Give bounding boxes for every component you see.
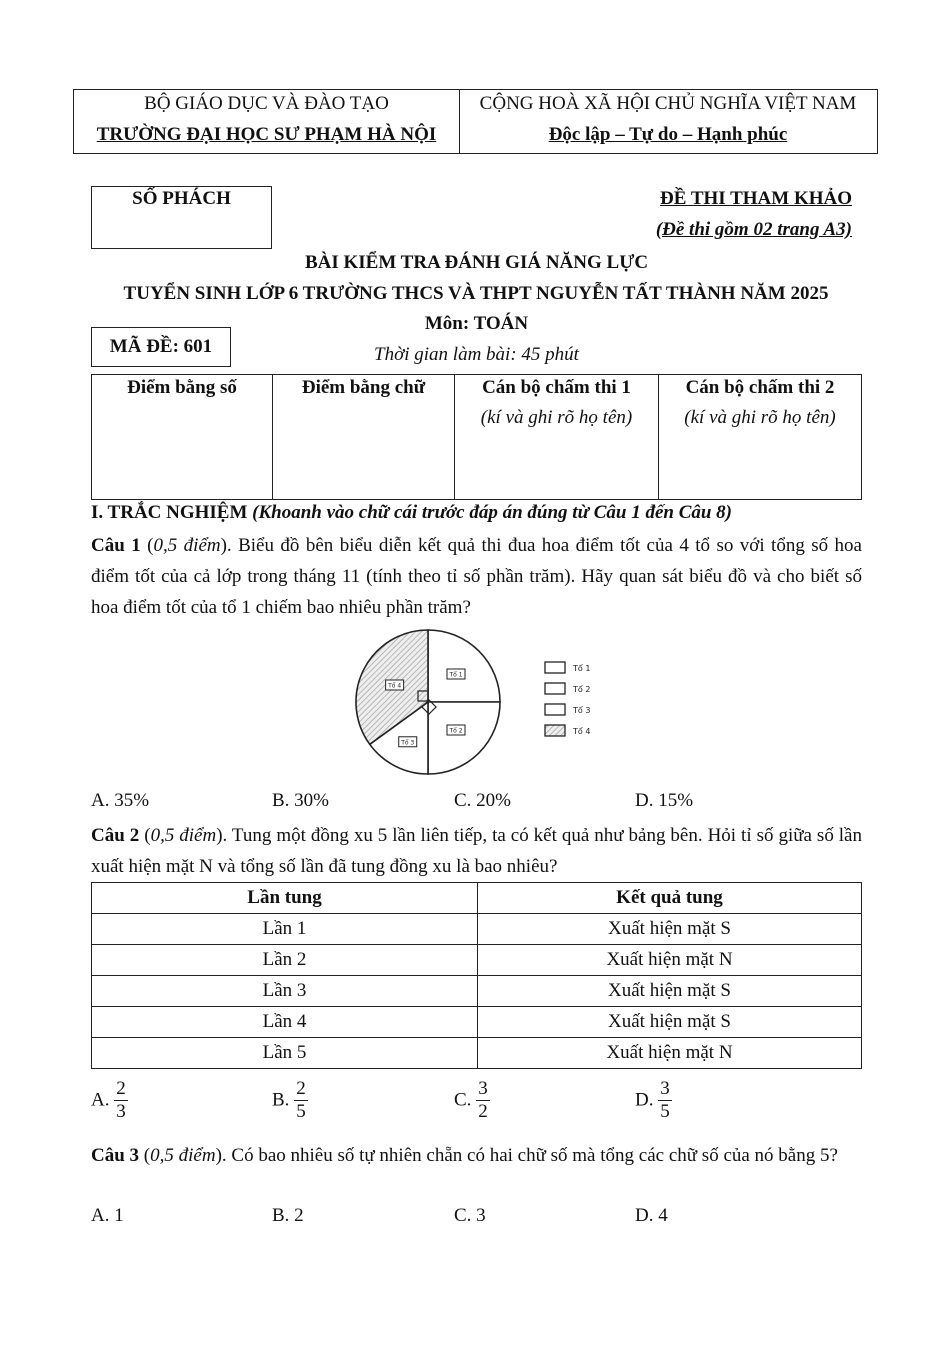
ministry-name: BỘ GIÁO DỤC VÀ ĐÀO TẠO (144, 93, 389, 114)
answer-a[interactable]: A. 35% (91, 790, 150, 811)
numerator: 3 (478, 1078, 488, 1099)
ma-de-box (91, 327, 231, 367)
fraction (114, 1078, 128, 1123)
subject: Môn: TOÁN (424, 313, 529, 334)
exam-time: Thời gian làm bài: 45 phút (374, 344, 579, 365)
answer-letter: A. (91, 1089, 110, 1111)
table-cell-toss: Lần 2 (92, 945, 478, 976)
score-head: Cán bộ chấm thi 2 (685, 377, 835, 398)
q1-answers (91, 790, 862, 820)
answer-letter: D. (635, 1089, 654, 1111)
header-left (74, 90, 460, 153)
table-row (92, 945, 862, 976)
q2-answers (91, 1078, 862, 1132)
exam-type: ĐỀ THI THAM KHẢO (660, 188, 852, 209)
answer-c[interactable]: C. 3 (454, 1205, 486, 1226)
coin-toss-table (91, 882, 862, 1069)
question-label: Câu 3 (91, 1145, 140, 1166)
motto: Độc lập – Tự do – Hạnh phúc (548, 124, 788, 145)
score-sub: (kí và ghi rõ họ tên) (684, 407, 836, 428)
answer-b[interactable]: B. 30% (272, 790, 329, 811)
answer-letter: C. (454, 1089, 472, 1111)
answer-a[interactable]: A. 1 (91, 1205, 124, 1226)
slice-label: Tổ 4 (388, 682, 402, 690)
score-cell-words (273, 375, 455, 499)
answer-c[interactable] (454, 1078, 490, 1123)
question-label: Câu 2 (91, 825, 140, 846)
table-header-result: Kết quả tung (478, 883, 862, 914)
table-cell-toss: Lần 4 (92, 1007, 478, 1038)
score-cell-grader1 (455, 375, 659, 499)
section-1-heading (91, 502, 862, 524)
question-text: . Biểu đồ bên biểu diễn kết quả thi đua hoa điểm tốt của 4 tổ so với tổng số hoa điểm tốt của cả lớp trong tháng 11 (tính theo tỉ số phần trăm). Hãy quan sát biểu đồ và cho biết số hoa điểm tốt của tổ 1 chiếm bao nhiêu phần trăm? (91, 535, 862, 618)
slice-label: Tổ 3 (401, 739, 415, 747)
pie-slice (428, 630, 500, 702)
table-cell-result: Xuất hiện mặt N (478, 945, 862, 976)
table-row (92, 914, 862, 945)
denominator: 2 (478, 1101, 488, 1122)
answer-d[interactable]: D. 15% (635, 790, 694, 811)
fraction (658, 1078, 672, 1123)
answer-letter: B. (272, 1089, 290, 1111)
legend-label: Tổ 1 (573, 664, 591, 673)
country-name: CỘNG HOÀ XÃ HỘI CHỦ NGHĨA VIỆT NAM (479, 93, 857, 114)
table-cell-result: Xuất hiện mặt S (478, 1007, 862, 1038)
score-cell-grader2 (659, 375, 861, 499)
legend-swatch (545, 725, 565, 736)
numerator: 3 (660, 1078, 670, 1099)
denominator: 5 (296, 1101, 306, 1122)
legend-swatch (545, 704, 565, 715)
question-points: 0,5 điểm (150, 825, 217, 846)
score-table (91, 374, 862, 500)
table-cell-toss: Lần 5 (92, 1038, 478, 1069)
legend-label: Tổ 4 (573, 727, 591, 736)
legend-swatch (545, 683, 565, 694)
table-header-toss: Lần tung (92, 883, 478, 914)
exam-pages-note: (Đề thi gồm 02 trang A3) (655, 219, 852, 240)
question-points: 0,5 điểm (150, 1145, 216, 1166)
table-row (92, 976, 862, 1007)
answer-d[interactable] (635, 1078, 672, 1123)
legend-label: Tổ 2 (573, 685, 591, 694)
answer-d[interactable]: D. 4 (635, 1205, 668, 1226)
university-name: TRƯỜNG ĐẠI HỌC SƯ PHẠM HÀ NỘI (96, 124, 437, 145)
score-sub: (kí và ghi rõ họ tên) (480, 407, 633, 428)
table-row (92, 1007, 862, 1038)
question-text: . Có bao nhiêu số tự nhiên chẵn có hai chữ số mà tổng các chữ số của nó bằng 5? (221, 1145, 838, 1166)
fraction (294, 1078, 308, 1123)
ma-de-label: MÃ ĐỀ: 601 (109, 336, 213, 357)
score-head: Điểm bằng chữ (301, 377, 426, 398)
question-points: 0,5 điểm (153, 535, 221, 556)
numerator: 2 (296, 1078, 306, 1099)
fraction (476, 1078, 490, 1123)
question-text: . Tung một đồng xu 5 lần liên tiếp, ta có kết quả như bảng bên. Hỏi tỉ số giữa số lần xuất hiện mặt N và tổng số lần đã tung đồng xu là bao nhiêu? (91, 825, 862, 877)
numerator: 2 (116, 1078, 126, 1099)
section-1-instruction: (Khoanh vào chữ cái trước đáp án đúng từ Câu 1 đến Câu 8) (252, 502, 733, 523)
table-cell-toss: Lần 1 (92, 914, 478, 945)
pie-slice (428, 702, 500, 774)
table-cell-result: Xuất hiện mặt S (478, 976, 862, 1007)
table-cell-result: Xuất hiện mặt N (478, 1038, 862, 1069)
slice-label: Tổ 2 (449, 727, 463, 735)
so-phach-box (91, 186, 272, 249)
question-label: Câu 1 (91, 535, 141, 556)
section-1-title: I. TRẮC NGHIỆM (91, 502, 248, 523)
exam-title-line2: TUYỂN SINH LỚP 6 TRƯỜNG THCS VÀ THPT NGUYỄN TẤT THÀNH NĂM 2025 (123, 283, 829, 304)
answer-c[interactable]: C. 20% (454, 790, 511, 811)
header-table (73, 89, 878, 154)
table-cell-toss: Lần 3 (92, 976, 478, 1007)
score-head: Cán bộ chấm thi 1 (482, 377, 631, 398)
slice-label: Tổ 1 (449, 671, 463, 679)
so-phach-label: SỐ PHÁCH (132, 188, 231, 209)
table-row (92, 1038, 862, 1069)
question-3: Câu 3 (0,5 điểm). Có bao nhiêu số tự nhiên chẵn có hai chữ số mà tổng các chữ số của nó bằng 5? (91, 1145, 838, 1166)
denominator: 5 (660, 1101, 670, 1122)
answer-b[interactable]: B. 2 (272, 1205, 304, 1226)
table-header-row (92, 883, 862, 914)
table-cell-result: Xuất hiện mặt S (478, 914, 862, 945)
question-2: Câu 2 (0,5 điểm). Tung một đồng xu 5 lần liên tiếp, ta có kết quả như bảng bên. Hỏi tỉ số giữa số lần xuất hiện mặt N và tổng số lần đã tung đồng xu là bao nhiêu? (91, 825, 862, 877)
answer-b[interactable] (272, 1078, 308, 1123)
header-right (459, 90, 877, 153)
legend-swatch (545, 662, 565, 673)
exam-title-line1: BÀI KIỂM TRA ĐÁNH GIÁ NĂNG LỰC (304, 252, 649, 273)
q3-answers (91, 1205, 862, 1235)
answer-a[interactable] (91, 1078, 128, 1123)
denominator: 3 (116, 1101, 126, 1122)
legend-label: Tổ 3 (573, 706, 591, 715)
pie-chart (340, 622, 630, 784)
score-cell-number (92, 375, 273, 499)
score-head: Điểm bằng số (127, 377, 237, 398)
question-1: Câu 1 (0,5 điểm). Biểu đồ bên biểu diễn kết quả thi đua hoa điểm tốt của 4 tổ so với tổng số hoa điểm tốt của cả lớp trong tháng 11 (tính theo tỉ số phần trăm). Hãy quan sát biểu đồ và cho biết số hoa điểm tốt của tổ 1 chiếm bao nhiêu phần trăm? (91, 535, 862, 618)
